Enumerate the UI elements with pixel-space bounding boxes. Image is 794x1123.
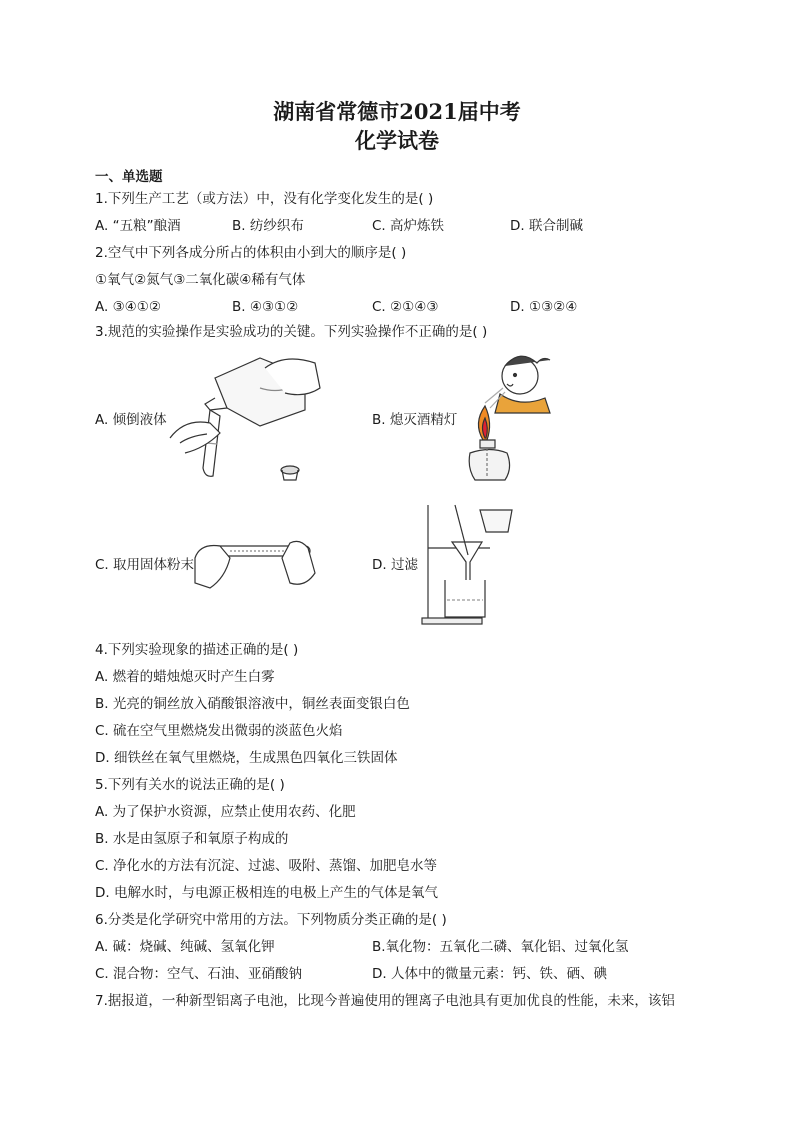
question-7-stem: 7.据报道，一种新型铝离子电池，比现今普遍使用的锂离子电池具有更加优良的性能，未来，该铝 <box>95 993 675 1009</box>
question-6-stem: 6.分类是化学研究中常用的方法。下列物质分类正确的是( ) <box>95 912 447 928</box>
q6-option-b: B.氧化物：五氧化二磷、氧化铝、过氧化氢 <box>372 939 629 955</box>
question-2-stem: 2.空气中下列各成分所占的体积由小到大的顺序是( ) <box>95 245 407 261</box>
q5-option-c: C. 净化水的方法有沉淀、过滤、吸附、蒸馏、加肥皂水等 <box>95 858 438 874</box>
filtration-setup-figure <box>420 500 520 630</box>
exam-title-line1: 湖南省常德市2021届中考 <box>273 99 521 124</box>
q6-option-c: C. 混合物：空气、石油、亚硝酸钠 <box>95 966 303 982</box>
q2-option-b: B. ④③①② <box>232 299 299 315</box>
q3-option-d: D. 过滤 <box>372 557 418 573</box>
question-5-stem: 5.下列有关水的说法正确的是( ) <box>95 777 285 793</box>
q5-option-a: A. 为了保护水资源，应禁止使用农药、化肥 <box>95 804 356 820</box>
q5-option-b: B. 水是由氢原子和氧原子构成的 <box>95 831 289 847</box>
q4-option-c: C. 硫在空气里燃烧发出微弱的淡蓝色火焰 <box>95 723 343 739</box>
q6-option-a: A. 碱：烧碱、纯碱、氢氧化钾 <box>95 939 275 955</box>
q5-option-d: D. 电解水时，与电源正极相连的电极上产生的气体是氧气 <box>95 885 438 901</box>
q2-option-a: A. ③④①② <box>95 299 161 315</box>
taking-solid-powder-figure <box>190 528 320 598</box>
q1-option-b: B. 纺纱织布 <box>232 218 304 234</box>
q2-option-c: C. ②①④③ <box>372 299 439 315</box>
section-heading: 一、单选题 <box>95 169 163 185</box>
q6-option-d: D. 人体中的微量元素：钙、铁、硒、碘 <box>372 966 607 982</box>
extinguish-alcohol-lamp-figure <box>465 348 565 488</box>
question-4-stem: 4.下列实验现象的描述正确的是( ) <box>95 642 299 658</box>
exam-title-line2: 化学试卷 <box>355 128 439 153</box>
q3-option-c: C. 取用固体粉末 <box>95 557 195 573</box>
q3-option-b: B. 熄灭酒精灯 <box>372 412 458 428</box>
q3-option-a: A. 倾倒液体 <box>95 412 167 428</box>
q1-option-c: C. 高炉炼铁 <box>372 218 445 234</box>
question-3-stem: 3.规范的实验操作是实验成功的关键。下列实验操作不正确的是( ) <box>95 324 488 340</box>
pouring-liquid-figure <box>165 348 330 488</box>
q4-option-b: B. 光亮的铜丝放入硝酸银溶液中，铜丝表面变银白色 <box>95 696 410 712</box>
q1-option-d: D. 联合制碱 <box>510 218 583 234</box>
q1-option-a: A. “五粮”酿酒 <box>95 218 181 234</box>
question-1-stem: 1.下列生产工艺（或方法）中，没有化学变化发生的是( ) <box>95 191 434 207</box>
question-2-substances: ①氧气②氮气③二氧化碳④稀有气体 <box>95 272 306 288</box>
q4-option-a: A. 燃着的蜡烛熄灭时产生白雾 <box>95 669 275 685</box>
q4-option-d: D. 细铁丝在氧气里燃烧，生成黑色四氧化三铁固体 <box>95 750 398 766</box>
q2-option-d: D. ①③②④ <box>510 299 578 315</box>
